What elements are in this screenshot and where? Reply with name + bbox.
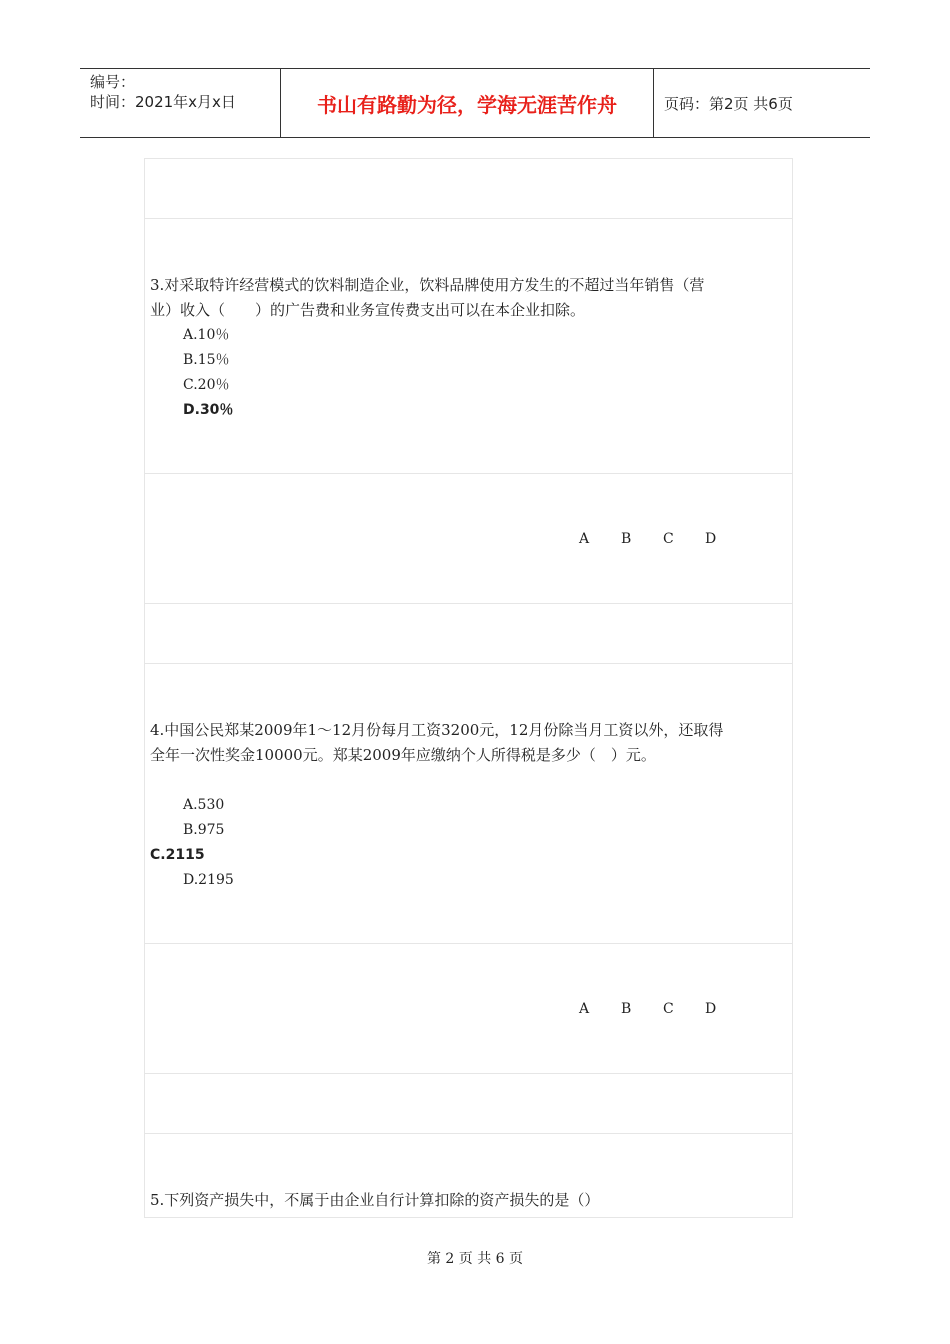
table-row [144, 218, 793, 474]
answer-choice-c[interactable]: C [663, 1001, 674, 1017]
header-page: 页码：第2页 共6页 [664, 94, 793, 113]
header-number: 编号： [90, 73, 136, 91]
question-5-line-1: 5.下列资产损失中，不属于由企业自行计算扣除的资产损失的是（） [150, 1191, 600, 1209]
question-4-line-1: 4.中国公民郑某2009年1～12月份每月工资3200元，12月份除当月工资以外，还取得 [150, 721, 724, 739]
question-3-line-2: 业）收入（ ）的广告费和业务宣传费支出可以在本企业扣除。 [150, 301, 586, 319]
header-motto: 书山有路勤为径，学海无涯苦作舟 [281, 69, 654, 137]
table-row [144, 603, 793, 664]
answer-choice-b[interactable]: B [621, 531, 632, 547]
header-time: 时间：2021年x月x日 [90, 93, 236, 111]
answer-choice-a[interactable]: A [579, 531, 590, 547]
answer-choice-d[interactable]: D [705, 1001, 717, 1017]
question-4-option-c: C.2115 [150, 847, 205, 863]
table-row [144, 158, 793, 219]
header-meta [80, 69, 281, 137]
question-3-option-b: B.15％ [183, 352, 230, 368]
answer-choice-c[interactable]: C [663, 531, 674, 547]
question-3-option-a: A.10％ [183, 327, 230, 343]
table-row [144, 663, 793, 944]
answer-choice-d[interactable]: D [705, 531, 717, 547]
table-row [144, 473, 793, 604]
question-4-option-d: D.2195 [183, 872, 234, 888]
answer-choice-a[interactable]: A [579, 1001, 590, 1017]
table-row [144, 943, 793, 1074]
question-3-option-d: D.30％ [183, 402, 234, 418]
question-4-option-b: B.975 [183, 822, 225, 838]
question-3-line-1: 3.对采取特许经营模式的饮料制造企业，饮料品牌使用方发生的不超过当年销售（营 [150, 276, 705, 294]
question-4-option-a: A.530 [183, 797, 225, 813]
answer-choice-b[interactable]: B [621, 1001, 632, 1017]
question-4-line-2: 全年一次性奖金10000元。郑某2009年应缴纳个人所得税是多少（ ）元。 [150, 746, 656, 764]
table-row [144, 1073, 793, 1134]
question-3-option-c: C.20％ [183, 377, 230, 393]
page-footer: 第 2 页 共 6 页 [426, 1251, 524, 1267]
page-header [80, 68, 870, 138]
